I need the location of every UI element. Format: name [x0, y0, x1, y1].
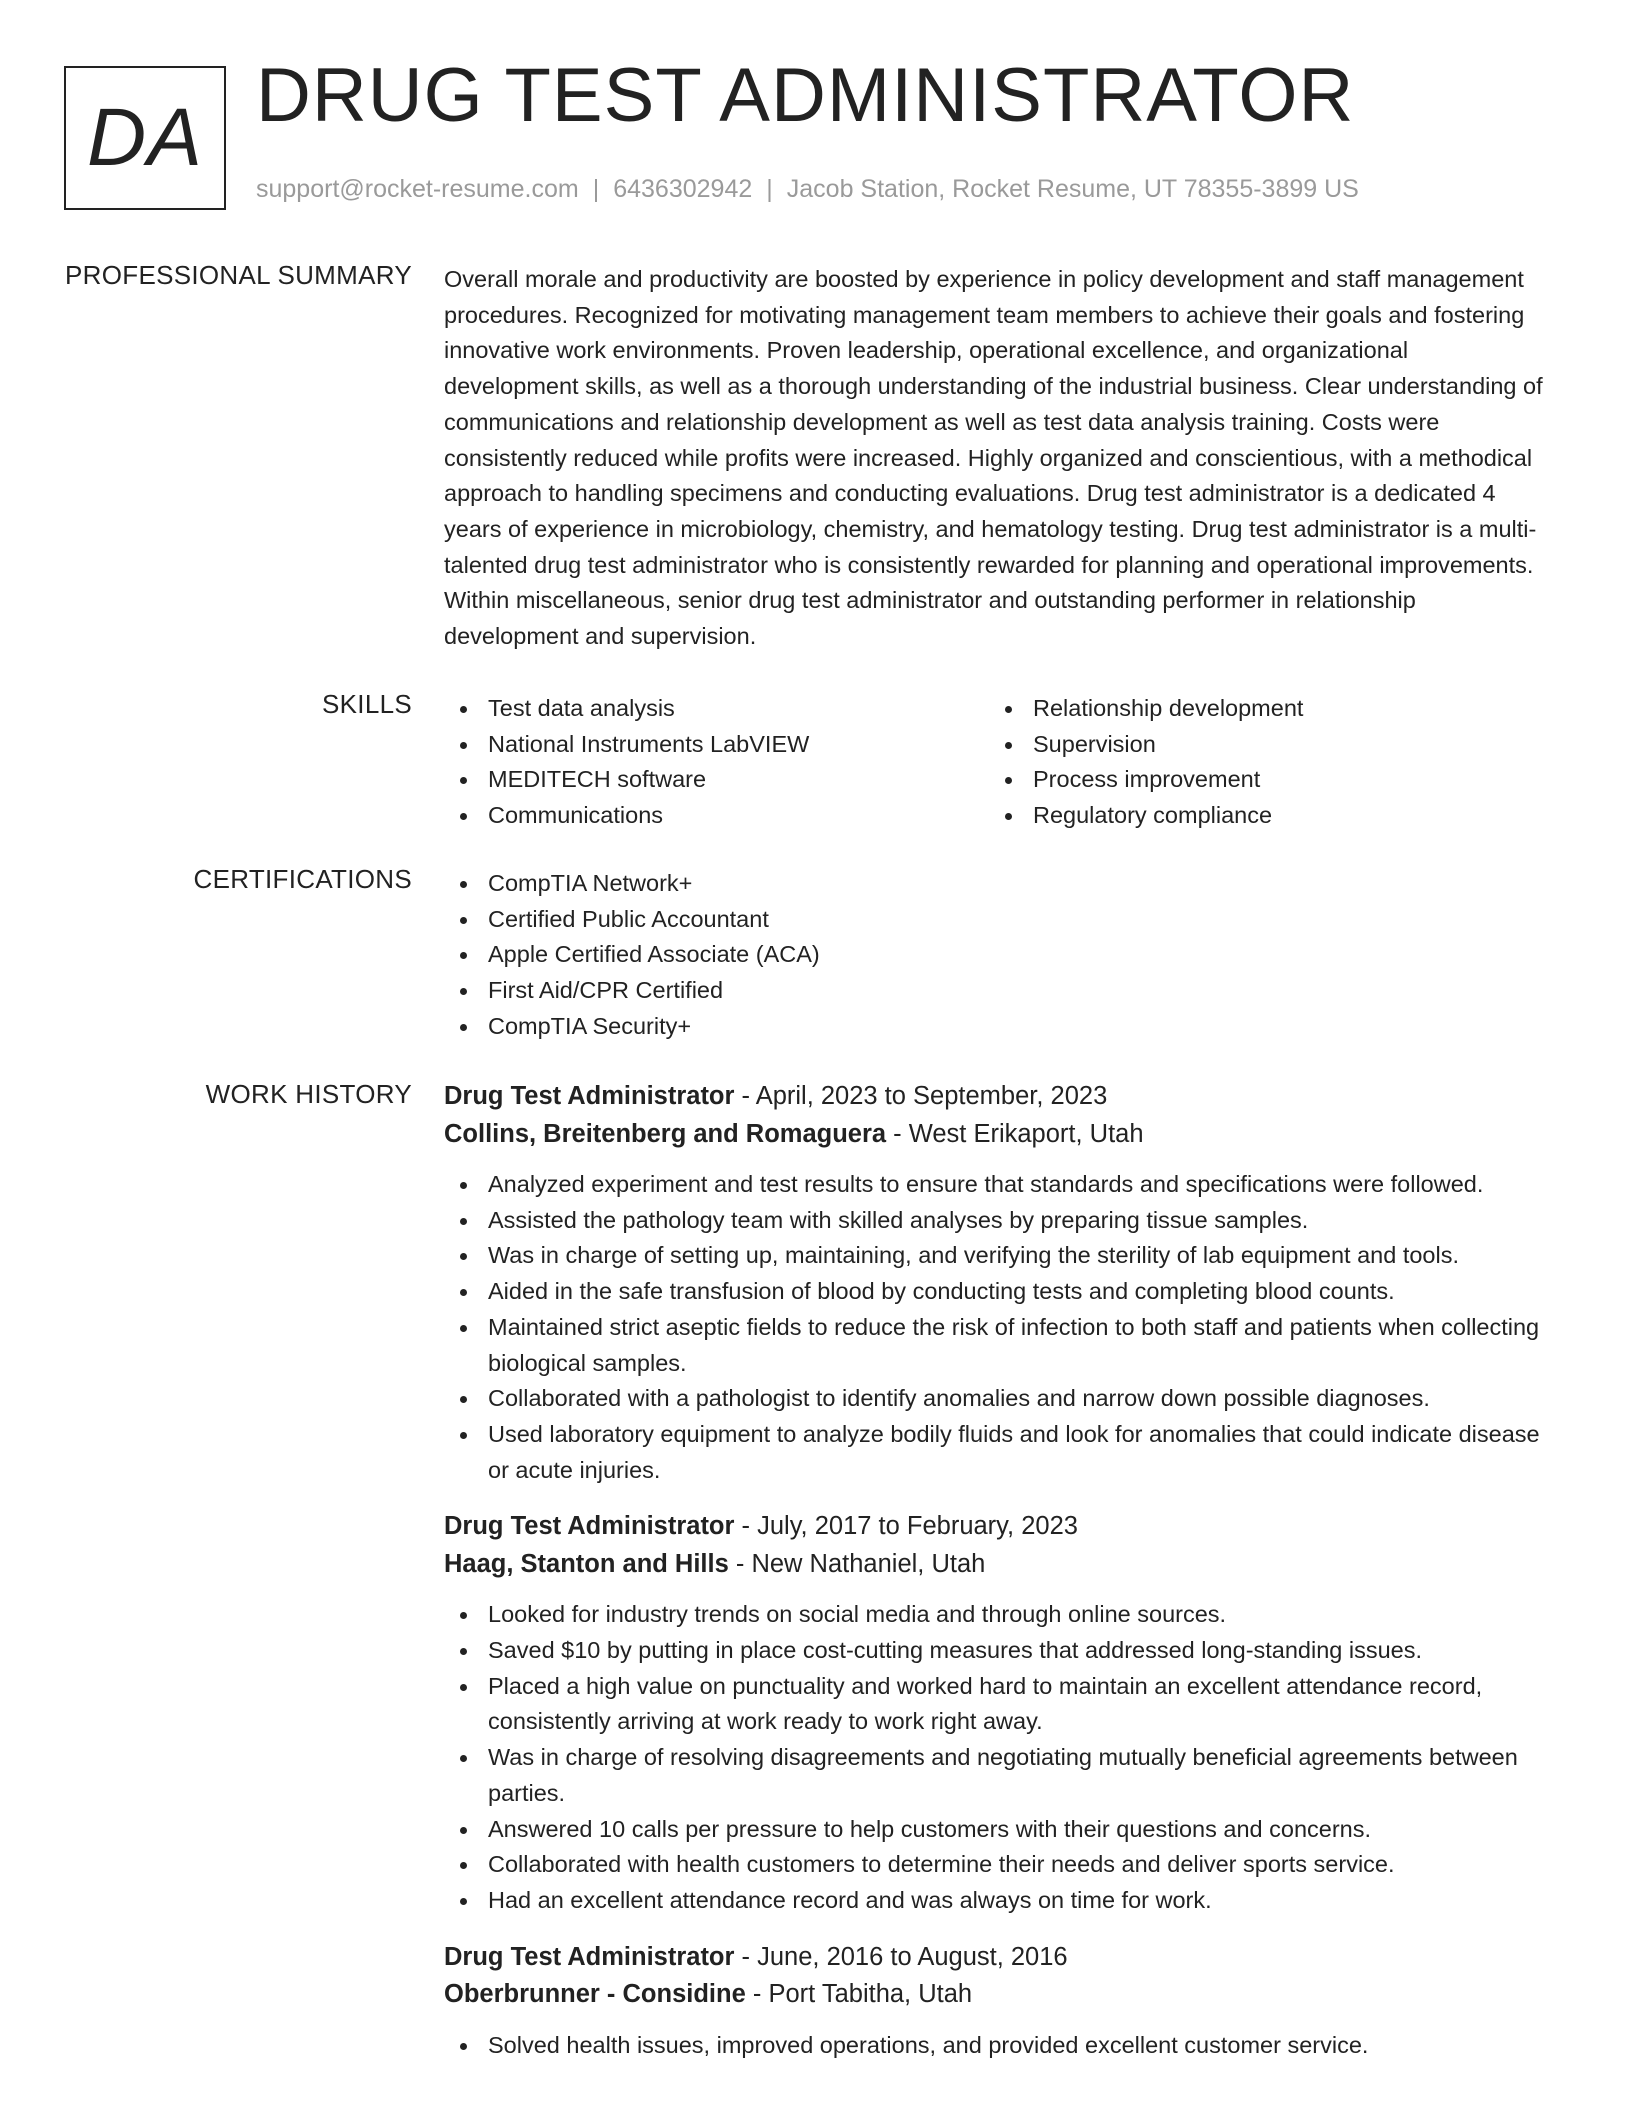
- list-item: Maintained strict aseptic fields to reduce the risk of infection to both staff and patients when collecting biological samples.: [444, 1310, 1544, 1381]
- job-company-line: [444, 1116, 1544, 1154]
- list-item: Solved health issues, improved operations, and provided excellent customer service.: [444, 2028, 1544, 2064]
- list-item: Supervision: [989, 727, 1534, 763]
- job-bullets: [444, 2028, 1544, 2064]
- contact-line: [256, 175, 1359, 204]
- job-title: Drug Test Administrator: [444, 1082, 735, 1110]
- job-company: Haag, Stanton and Hills: [444, 1549, 729, 1578]
- contact-email: support@rocket-resume.com: [256, 175, 579, 203]
- certifications-list: [444, 866, 1544, 1045]
- summary-text: Overall morale and productivity are boosted by experience in policy development and staff management procedures. Recognized for motivating management team members to achieve their goals and fostering innovative work environments. Proven leadership, operational excellence, and organizational development skills, as well as a thorough understanding of the industrial business. Clear understanding of communications and relationship development as well as test data analysis training. Costs were consistently reduced while profits were increased. Highly organized and conscientious, with a methodical approach to handling specimens and conducting evaluations. Drug test administrator is a dedicated 4 years of experience in microbiology, chemistry, and hematology testing. Drug test administrator is a multi-talented drug test administrator who is consistently rewarded for planning and operational improvements. Within miscellaneous, senior drug test administrator and outstanding performer in relationship development and supervision.: [444, 266, 1543, 650]
- list-item: Test data analysis: [444, 691, 989, 727]
- contact-address: Jacob Station, Rocket Resume, UT 78355-3899 US: [786, 175, 1359, 203]
- list-item: Certified Public Accountant: [444, 902, 1544, 938]
- job-dates: - April, 2023 to September, 2023: [734, 1082, 1108, 1110]
- job-dates: - June, 2016 to August, 2016: [734, 1942, 1068, 1971]
- list-item: Process improvement: [989, 762, 1534, 798]
- list-item: Was in charge of resolving disagreements and negotiating mutually beneficial agreements between parties.: [444, 1740, 1544, 1811]
- list-item: Collaborated with a pathologist to identify anomalies and narrow down possible diagnoses.: [444, 1381, 1544, 1417]
- section-label-work-history: WORK HISTORY: [205, 1079, 412, 1109]
- list-item: Relationship development: [989, 691, 1534, 727]
- job-bullets: [444, 1597, 1544, 1918]
- list-item: CompTIA Network+: [444, 866, 1544, 902]
- list-item: MEDITECH software: [444, 762, 989, 798]
- skills-grid: [444, 691, 1544, 834]
- job-title: Drug Test Administrator: [444, 1512, 735, 1541]
- contact-separator: |: [766, 175, 773, 203]
- contact-phone: 6436302942: [613, 175, 753, 203]
- list-item: Aided in the safe transfusion of blood by conducting tests and completing blood counts.: [444, 1274, 1544, 1310]
- job-location: - New Nathaniel, Utah: [728, 1549, 986, 1578]
- job-entry: [444, 1078, 1544, 1488]
- list-item: Regulatory compliance: [989, 798, 1534, 834]
- skills-column-2: [989, 691, 1534, 834]
- monogram-initials: DA: [64, 66, 226, 210]
- list-item: Was in charge of setting up, maintaining, and verifying the sterility of lab equipment and tools.: [444, 1238, 1544, 1274]
- list-item: CompTIA Security+: [444, 1009, 1544, 1045]
- section-label-summary: PROFESSIONAL SUMMARY: [65, 260, 412, 290]
- job-title-line: [444, 1939, 1544, 1977]
- list-item: Analyzed experiment and test results to ensure that standards and specifications were followed.: [444, 1167, 1544, 1203]
- list-item: Saved $10 by putting in place cost-cutting measures that addressed long-standing issues.: [444, 1633, 1544, 1669]
- list-item: Apple Certified Associate (ACA): [444, 937, 1544, 973]
- contact-separator: |: [592, 175, 600, 203]
- list-item: Looked for industry trends on social media and through online sources.: [444, 1597, 1544, 1633]
- skills-column-1: [444, 691, 989, 834]
- job-company: Oberbrunner - Considine: [444, 1980, 746, 2009]
- job-bullets: [444, 1167, 1544, 1488]
- certifications-body: [444, 866, 1544, 1045]
- list-item: Had an excellent attendance record and was always on time for work.: [444, 1883, 1544, 1919]
- work-history-body: [444, 1078, 1544, 2083]
- job-title: Drug Test Administrator: [444, 1942, 735, 1971]
- list-item: Answered 10 calls per pressure to help customers with their questions and concerns.: [444, 1812, 1544, 1848]
- job-title-line: [444, 1508, 1544, 1546]
- list-item: Used laboratory equipment to analyze bodily fluids and look for anomalies that could indicate disease or acute injuries.: [444, 1417, 1544, 1488]
- job-company: Collins, Breitenberg and Romaguera: [444, 1119, 887, 1148]
- job-dates: - July, 2017 to February, 2023: [734, 1512, 1078, 1541]
- job-entry: [444, 1508, 1544, 1918]
- list-item: First Aid/CPR Certified: [444, 973, 1544, 1009]
- job-location: - Port Tabitha, Utah: [745, 1980, 973, 2009]
- list-item: Collaborated with health customers to determine their needs and deliver sports service.: [444, 1847, 1544, 1883]
- list-item: Assisted the pathology team with skilled analyses by preparing tissue samples.: [444, 1203, 1544, 1239]
- list-item: National Instruments LabVIEW: [444, 727, 989, 763]
- section-label-skills: SKILLS: [322, 689, 412, 719]
- list-item: Placed a high value on punctuality and worked hard to maintain an excellent attendance record, consistently arriving at work ready to work right away.: [444, 1669, 1544, 1740]
- job-title-line: [444, 1078, 1544, 1116]
- section-label-certifications: CERTIFICATIONS: [193, 864, 412, 894]
- job-company-line: [444, 1546, 1544, 1584]
- list-item: Communications: [444, 798, 989, 834]
- job-entry: [444, 1939, 1544, 2064]
- summary-body: [444, 262, 1544, 655]
- job-company-line: [444, 1976, 1544, 2014]
- job-location: - West Erikaport, Utah: [886, 1119, 1144, 1148]
- candidate-name: DRUG TEST ADMINISTRATOR: [256, 53, 1355, 138]
- skills-body: [444, 691, 1544, 834]
